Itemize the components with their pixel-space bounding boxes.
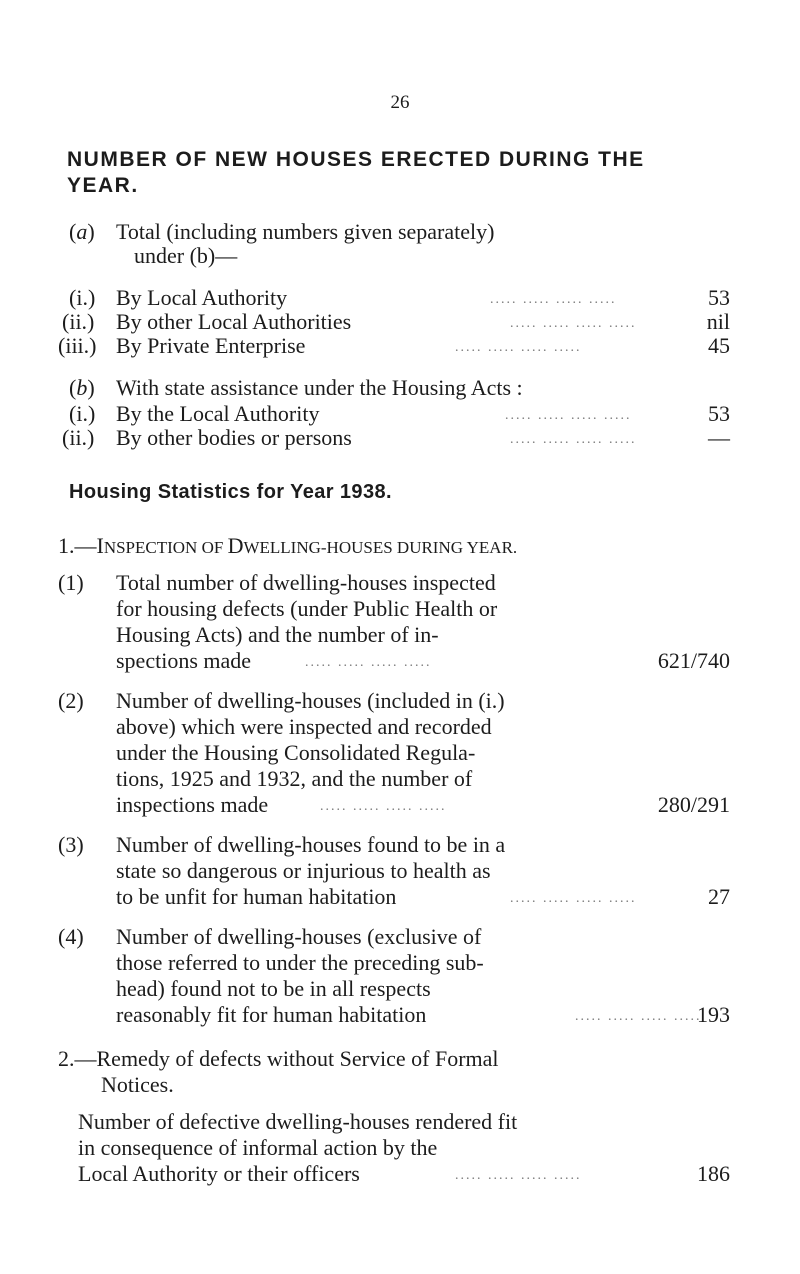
housing-statistics-heading: Housing Statistics for Year 1938. bbox=[69, 481, 392, 503]
section-b-item-value: — bbox=[708, 425, 730, 450]
section-b-item-value: 53 bbox=[708, 401, 730, 426]
inspection-item-line: Housing Acts) and the number of in- bbox=[116, 622, 439, 647]
page-title-continued: YEAR. bbox=[67, 174, 139, 197]
section-b-marker: (b) bbox=[69, 375, 95, 400]
leader-dots: ..... ..... ..... ..... bbox=[455, 1168, 582, 1183]
inspection-item-num: (1) bbox=[58, 570, 84, 595]
remedy-body-line: Local Authority or their officers bbox=[78, 1161, 360, 1186]
inspection-item-num: (4) bbox=[58, 924, 84, 949]
inspection-item-num: (2) bbox=[58, 688, 84, 713]
inspection-item-value: 280/291 bbox=[657, 792, 730, 817]
leader-dots: ..... ..... ..... ..... bbox=[505, 408, 632, 423]
inspection-item-line: for housing defects (under Public Health or bbox=[116, 596, 498, 621]
leader-dots: ..... ..... ..... ..... bbox=[320, 799, 447, 814]
leader-dots: ..... ..... ..... ..... bbox=[490, 292, 617, 307]
section-a-item-value: 45 bbox=[708, 333, 730, 358]
inspection-item-line: those referred to under the preceding sub- bbox=[116, 950, 484, 975]
section-a-item-num: (ii.) bbox=[62, 309, 95, 334]
leader-dots: ..... ..... ..... ..... bbox=[510, 432, 637, 447]
section-b-text: With state assistance under the Housing Acts : bbox=[116, 375, 523, 400]
section-a-item-label: By other Local Authorities bbox=[116, 309, 352, 334]
page-title: NUMBER OF NEW HOUSES ERECTED DURING THE bbox=[67, 148, 645, 171]
section-b-item-label: By other bodies or persons bbox=[116, 425, 352, 450]
remedy-heading: 2.—Remedy of defects without Service of Formal bbox=[58, 1046, 499, 1071]
section-b-item-num: (ii.) bbox=[62, 425, 95, 450]
remedy-body-line: Number of defective dwelling-houses rendered fit bbox=[78, 1109, 518, 1134]
leader-dots: ..... ..... ..... ..... bbox=[510, 891, 637, 906]
inspection-item-line: head) found not to be in all respects bbox=[116, 976, 431, 1001]
leader-dots: ..... ..... ..... ..... bbox=[575, 1009, 702, 1024]
section-b-item-label: By the Local Authority bbox=[116, 401, 320, 426]
remedy-body-line: in consequence of informal action by the bbox=[78, 1135, 438, 1160]
inspection-item-value: 193 bbox=[697, 1002, 730, 1027]
section-a-item-label: By Local Authority bbox=[116, 285, 288, 310]
remedy-heading-continued: Notices. bbox=[101, 1072, 174, 1097]
section-a-text-continued: under (b)— bbox=[134, 243, 238, 268]
inspection-item-line: Total number of dwelling-houses inspected bbox=[116, 570, 496, 595]
section-a-item-value: 53 bbox=[708, 285, 730, 310]
inspection-heading: 1.—INSPECTION OF DWELLING-HOUSES DURING YEAR. bbox=[58, 533, 518, 558]
inspection-item-line: tions, 1925 and 1932, and the number of bbox=[116, 766, 473, 791]
leader-dots: ..... ..... ..... ..... bbox=[510, 316, 637, 331]
inspection-item-line: state so dangerous or injurious to health as bbox=[116, 858, 491, 883]
leader-dots: ..... ..... ..... ..... bbox=[305, 655, 432, 670]
remedy-value: 186 bbox=[697, 1161, 730, 1186]
inspection-item-line: Number of dwelling-houses found to be in a bbox=[116, 832, 506, 857]
inspection-item-value: 27 bbox=[708, 884, 730, 909]
inspection-item-line: Number of dwelling-houses (exclusive of bbox=[116, 924, 482, 949]
section-a-item-value: nil bbox=[706, 309, 730, 334]
inspection-item-line: above) which were inspected and recorded bbox=[116, 714, 492, 739]
section-a-item-num: (iii.) bbox=[58, 333, 97, 358]
section-a-marker: (a) bbox=[69, 219, 95, 244]
section-a-item-num: (i.) bbox=[69, 285, 96, 310]
inspection-item-num: (3) bbox=[58, 832, 84, 857]
section-b-item-num: (i.) bbox=[69, 401, 96, 426]
section-a-item-label: By Private Enterprise bbox=[116, 333, 306, 358]
page-number: 26 bbox=[390, 92, 410, 113]
section-a-text: Total (including numbers given separately) bbox=[116, 219, 495, 244]
inspection-item-value: 621/740 bbox=[657, 648, 730, 673]
inspection-item-line: to be unfit for human habitation bbox=[116, 884, 397, 909]
leader-dots: ..... ..... ..... ..... bbox=[455, 340, 582, 355]
inspection-item-line: under the Housing Consolidated Regula- bbox=[116, 740, 476, 765]
inspection-item-line: inspections made bbox=[116, 792, 269, 817]
inspection-item-line: reasonably fit for human habitation bbox=[116, 1002, 427, 1027]
inspection-item-line: Number of dwelling-houses (included in (i.) bbox=[116, 688, 505, 713]
inspection-item-line: spections made bbox=[116, 648, 252, 673]
